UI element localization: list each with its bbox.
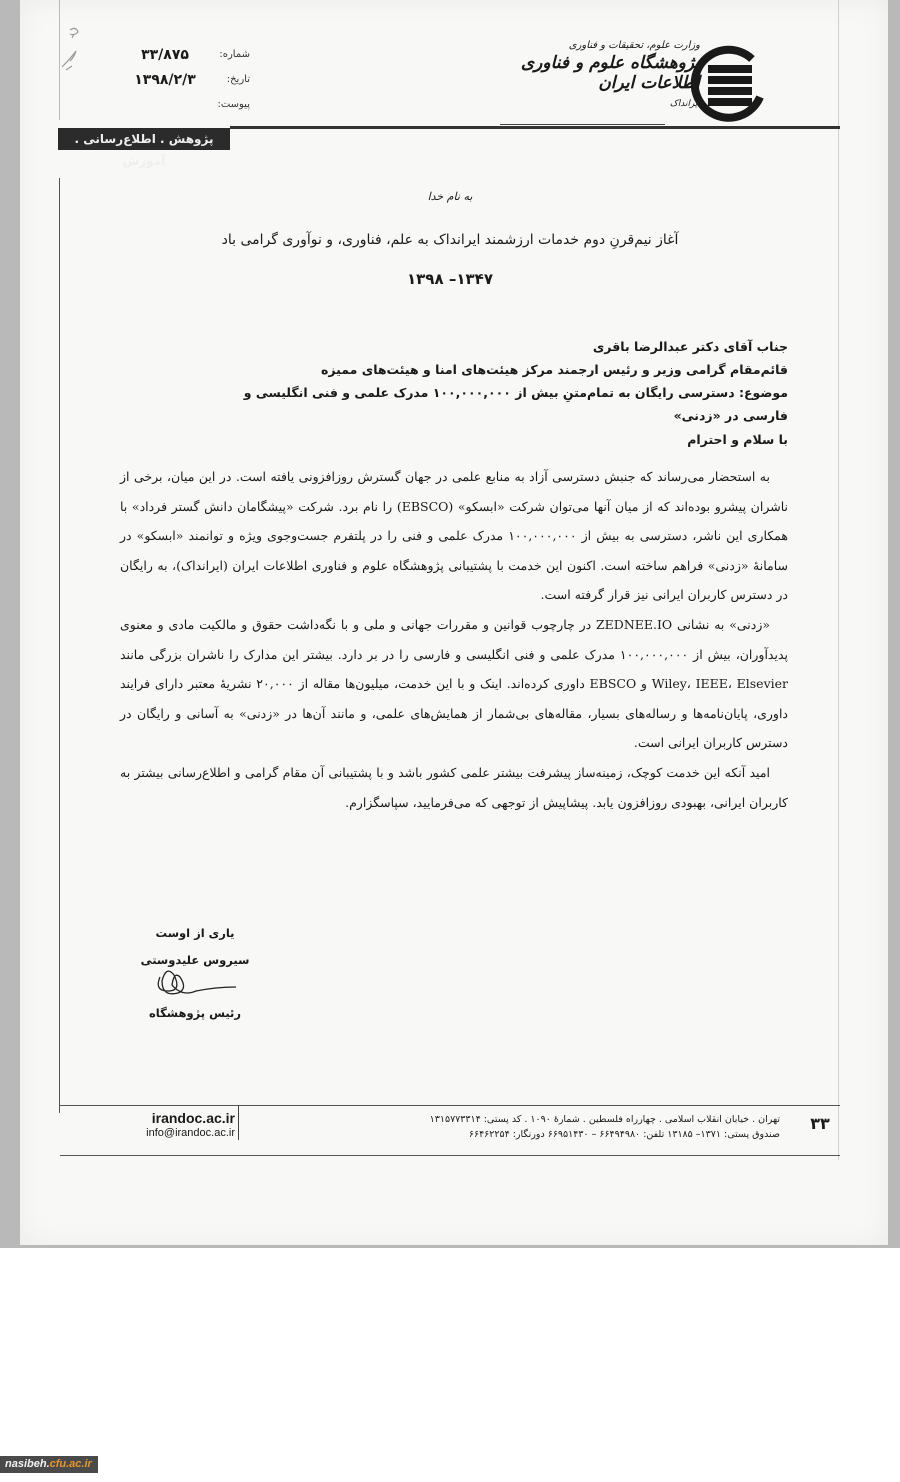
watermark-part: cfu.ac.ir <box>49 1458 92 1470</box>
greeting: با سلام و احترام <box>687 432 788 447</box>
footer-rule <box>60 1155 840 1156</box>
irandoc-logo-icon <box>690 45 770 125</box>
body-paragraph: امید آنکه این خدمت کوچک، زمینه‌ساز پیشرفت بیشتر علمی کشور باشد و با پشتیبانی آن مقام گرامی و اطلاع‌رسانی بیشتر به کاربران ایرانی، بهبودی روزافزون یابد. پیشاپیش از توجهی که می‌فرمایید، سپاسگزارم. <box>120 764 788 810</box>
date-label: تاریخ: <box>226 74 250 85</box>
letter-attachment-row <box>110 92 250 117</box>
organization-abbreviation: ایرانداک <box>669 99 700 109</box>
organization-name: پژوهشگاه علوم و فناوری اطلاعات ایران <box>520 53 700 93</box>
recipient-name: جناب آقای دکتر عبدالرضا باقری <box>592 339 788 354</box>
signer-role: رئیس پژوهشگاه <box>149 1006 241 1020</box>
letterhead-banner: پژوهش . اطلاع‌رسانی . آموزش <box>58 128 230 150</box>
number-label: شماره: <box>219 49 250 60</box>
footer-rule <box>60 1105 840 1106</box>
site-watermark <box>0 1456 98 1473</box>
email-link[interactable]: info@irandoc.ac.ir <box>146 1127 235 1139</box>
header-rule <box>230 126 840 129</box>
signer-name: سیروس علیدوستی <box>140 953 250 967</box>
recipient-title: قائم‌مقام گرامی وزیر و رئیس ارجمند مرکز هیئت‌های امنا و هیئت‌های ممیزه <box>321 362 788 377</box>
handwritten-signature-icon <box>150 965 260 1000</box>
letter-body <box>120 462 788 817</box>
margin-rule <box>838 0 839 1160</box>
organization-underline <box>500 124 665 125</box>
anniversary-years: ۱۳۴۷– ۱۳۹۸ <box>407 270 493 288</box>
footer-address <box>420 1112 780 1142</box>
body-paragraph: به استحضار می‌رساند که جنبش دسترسی آزاد به منابع علمی در جهان گسترش روزافزونی یافته است. در این میان، برخی از ناشران پیشرو بوده‌اند که از میان آنها می‌توان شرکت «ابسکو» (EBSCO) را نام برد. شرکت «پیشگامان دانش گستر فرداد» با همکاری این ناشر، دسترسی به بیش از ۱۰۰,۰۰۰,۰۰۰ مدرک علمی و فنی را در پلتفرم جست‌وجوی ویژه و توانمند «ابسکو» در سامانهٔ «زدنی» فراهم ساخته است. اکنون این خدمت با پشتیبانی پژوهشگاه علوم و فناوری اطلاعات ایران (ایرانداک)، به رایگان در دسترس کاربران ایرانی نیز قرار گرفته است. <box>120 469 788 603</box>
closing-phrase: یاری از اوست <box>155 926 235 940</box>
footer-contact-web <box>120 1110 235 1139</box>
recipient-block <box>200 335 788 427</box>
address-line: صندوق پستی: ۱۳۷۱– ۱۳۱۸۵ تلفن: ۶۶۴۹۴۹۸۰ – ۶۶۹۵۱۴۳۰ دورنگار: ۶۶۴۶۲۲۵۴ <box>468 1129 780 1140</box>
date-value: ۱۳۹۸/۲/۳ <box>134 71 196 88</box>
letter-number-row <box>110 42 250 67</box>
number-value: ۳۳/۸۷۵ <box>141 46 189 63</box>
letter-meta <box>110 42 250 117</box>
letter-date-row <box>110 67 250 92</box>
ministry-name: وزارت علوم، تحقیقات و فناوری <box>568 40 700 51</box>
body-paragraph: «زدنی» به نشانی ZEDNEE.IO در چارچوب قوانین و مقررات جهانی و ملی و با نگه‌داشت حقوق و مالکیت مادی و معنوی پدیدآوران، بیش از ۱۰۰,۰۰۰,۰۰۰ مدرک علمی و فنی انگلیسی و فارسی را در بر دارد. بیشتر این مدارک را ناشران بزرگی مانند Wiley، IEEE، Elsevier و EBSCO داوری کرده‌اند. اینک و با این خدمت، میلیون‌ها مقاله از ۲۰,۰۰۰ نشریهٔ معتبر دارای فرایند داوری، پایان‌نامه‌ها و رساله‌های بسیار، مقاله‌های بی‌شمار از همایش‌های علمی، و مانند آن‌ها در «زدنی» به آسانی و رایگان در دسترس کاربران ایرانی است. <box>120 616 789 751</box>
website-link[interactable]: irandoc.ac.ir <box>151 1110 235 1126</box>
page-number: ۳۳ <box>810 1114 830 1133</box>
attachment-label: پیوست: <box>217 99 250 110</box>
handwritten-annotation-icon <box>52 22 92 82</box>
margin-rule <box>59 178 60 1113</box>
address-line: تهران . خیابان انقلاب اسلامی . چهارراه فلسطین . شمارهٔ ۱۰۹۰ . کد پستی: ۱۳۱۵۷۷۳۳۱۴ <box>429 1114 780 1125</box>
organization-block <box>470 40 700 109</box>
headline: آغاز نیم‌قرنِ دوم خدمات ارزشمند ایرانداک به علم، فناوری، و نوآوری گرامی باد <box>221 232 679 248</box>
footer-divider <box>238 1106 239 1140</box>
letter-subject: موضوع: دسترسی رایگان به تمام‌متنِ بیش از ۱۰۰,۰۰۰,۰۰۰ مدرک علمی و فنی انگلیسی و فارسی در «زدنی» <box>243 385 788 423</box>
watermark-part: nasibeh. <box>5 1458 50 1470</box>
invocation: به نام خدا <box>427 190 473 203</box>
